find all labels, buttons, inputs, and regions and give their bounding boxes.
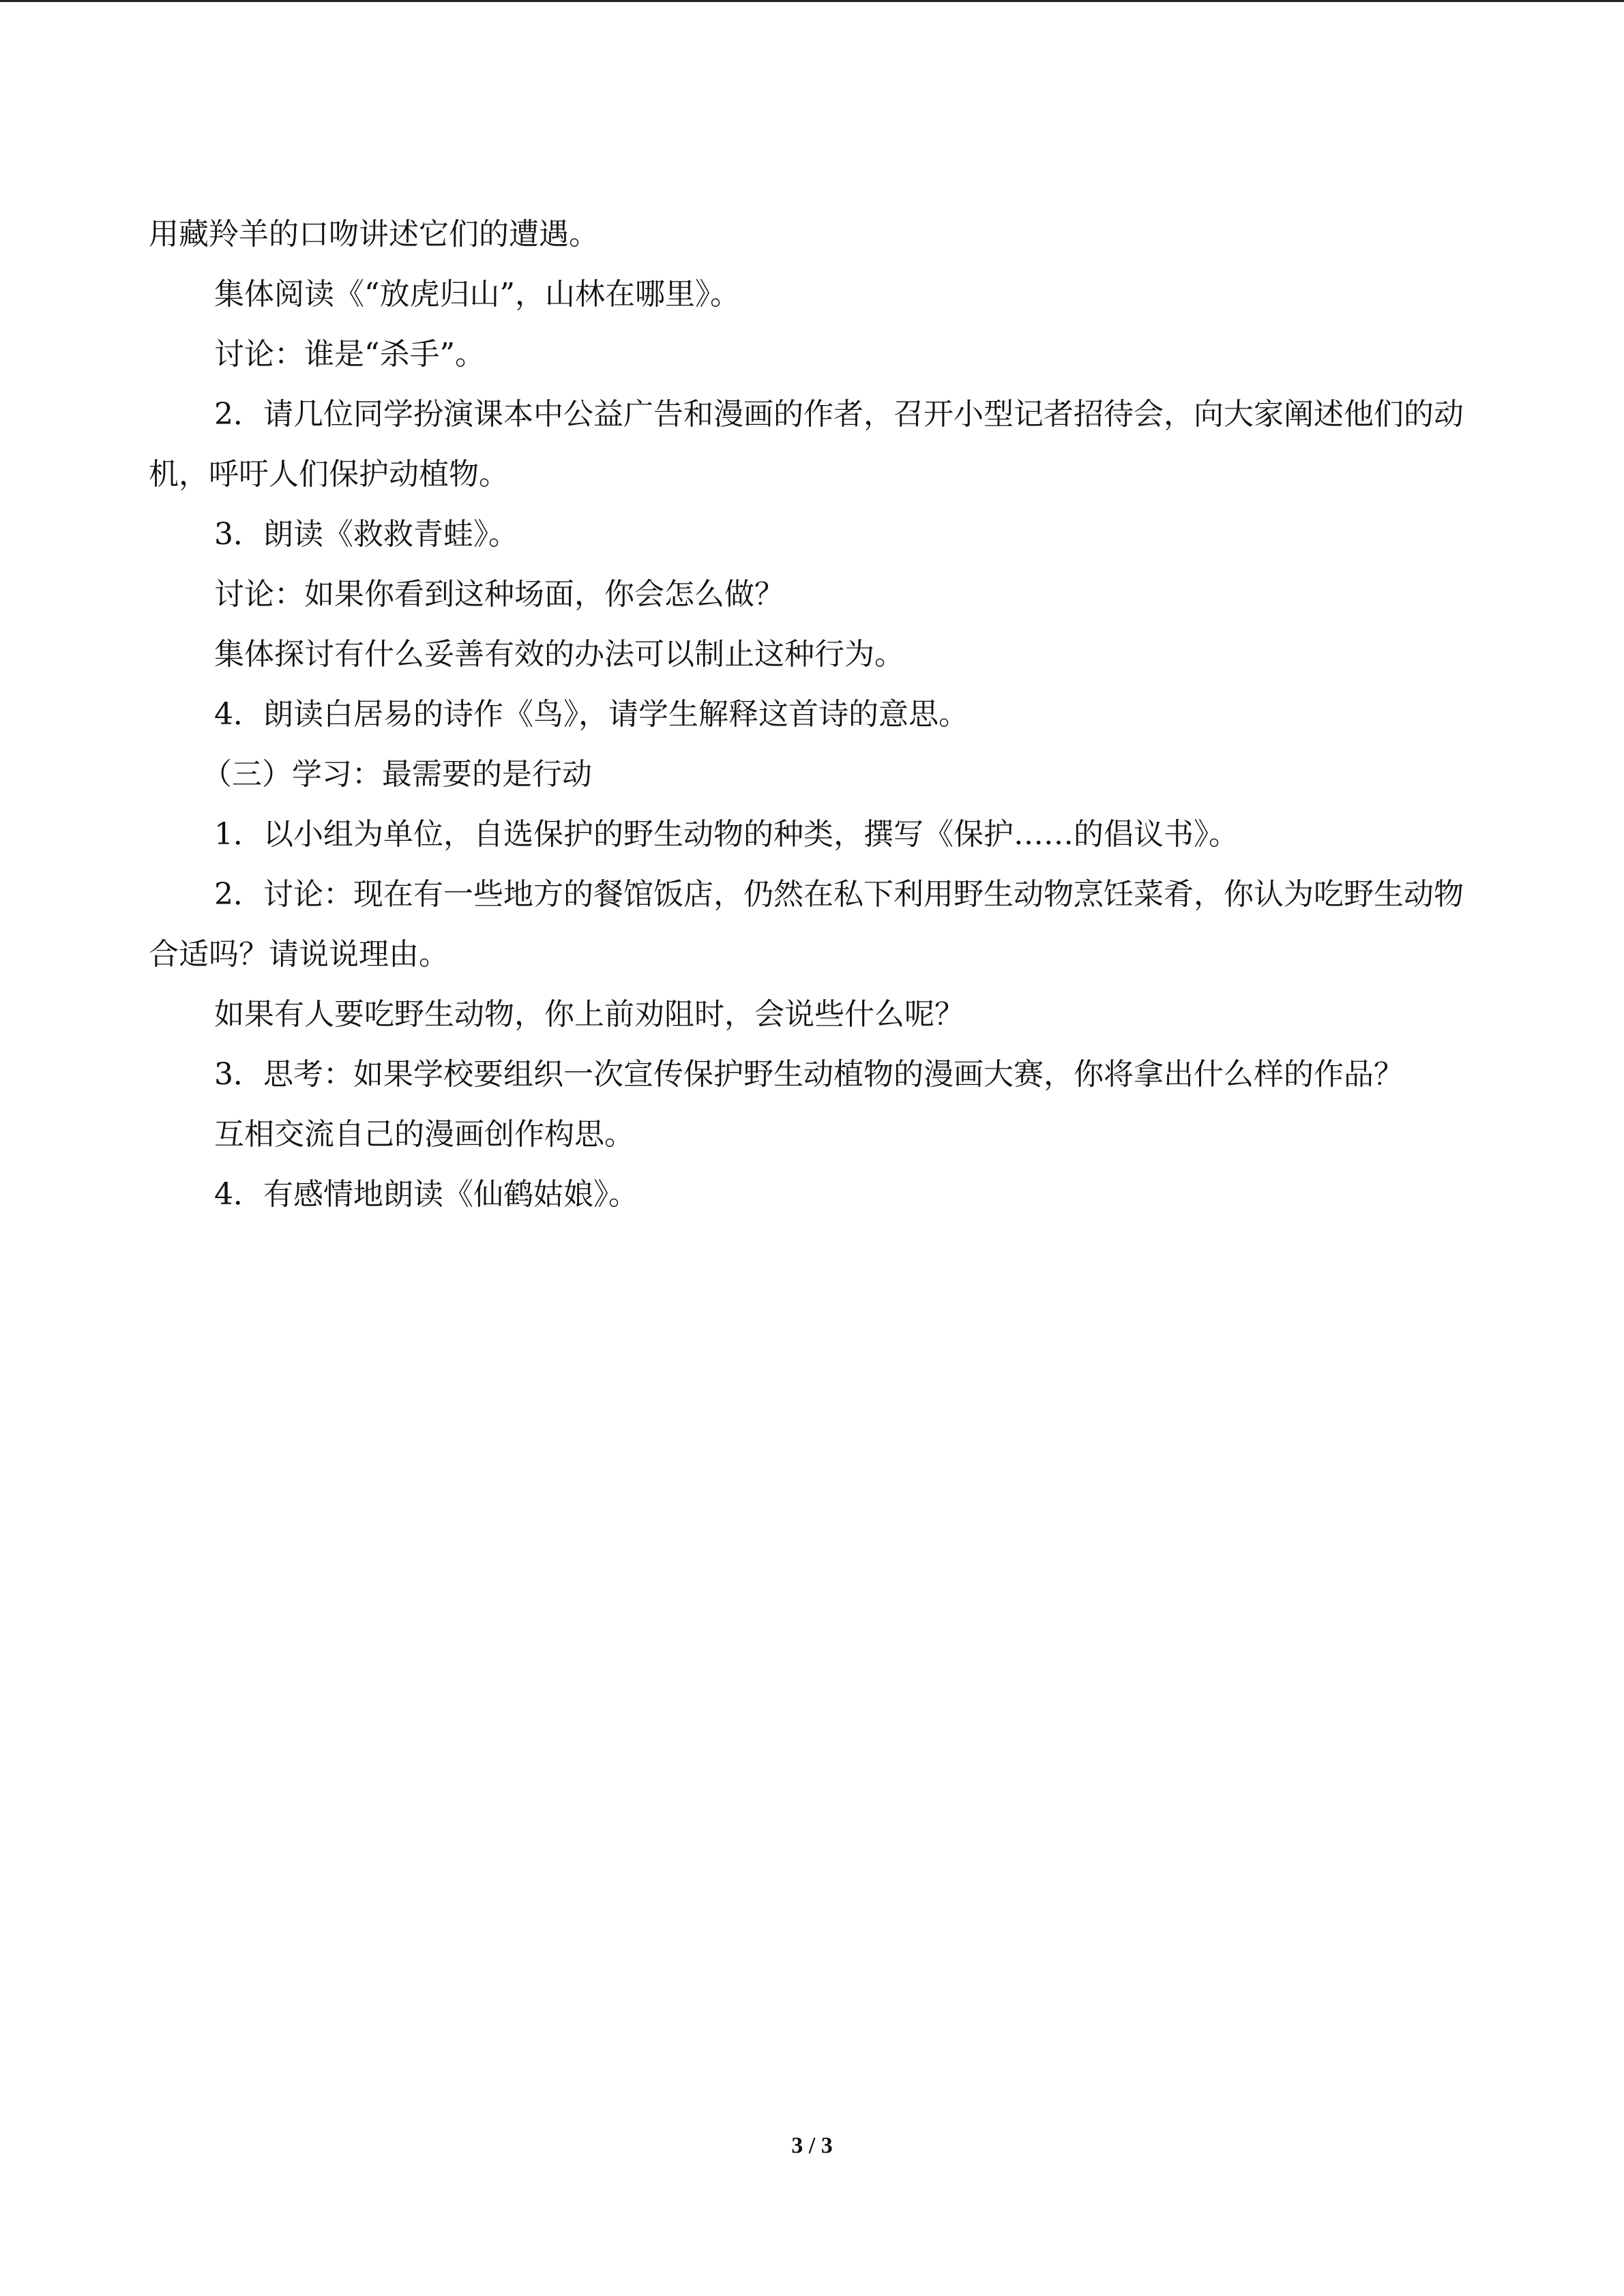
paragraph-5: 3．朗读《救救青蛙》。 — [214, 517, 518, 552]
paragraph-11: 2．讨论：现在有一些地方的餐馆饭店，仍然在私下利用野生动物烹饪菜肴，你认为吃野生动物合适吗？请说说理由。 — [149, 877, 1464, 972]
paragraph-2: 集体阅读《“放虎归山”，山林在哪里》。 — [214, 277, 740, 312]
paragraph-4: 2．请几位同学扮演课本中公益广告和漫画的作者，召开小型记者招待会，向大家阐述他们的动机，呼吁人们保护动植物。 — [149, 397, 1464, 492]
paragraph-3: 讨论：谁是“杀手”。 — [214, 337, 485, 372]
paragraph-12: 如果有人要吃野生动物，你上前劝阻时，会说些什么呢？ — [214, 997, 964, 1032]
paragraph-1: 用藏羚羊的口吻讲述它们的遭遇。 — [149, 217, 599, 252]
paragraph-7: 集体探讨有什么妥善有效的办法可以制止这种行为。 — [214, 637, 904, 672]
paragraph-15: 4．有感情地朗读《仙鹤姑娘》。 — [214, 1177, 638, 1212]
page-number: 3 / 3 — [791, 2133, 833, 2158]
section-heading: （三）学习：最需要的是行动 — [202, 757, 592, 792]
document-body — [149, 205, 1479, 1225]
paragraph-10: 1．以小组为单位，自选保护的野生动物的种类，撰写《保护……的倡议书》。 — [214, 817, 1239, 852]
paragraph-8: 4．朗读白居易的诗作《鸟》，请学生解释这首诗的意思。 — [214, 697, 969, 732]
paragraph-14: 互相交流自己的漫画创作构思。 — [214, 1117, 634, 1152]
paragraph-6: 讨论：如果你看到这种场面，你会怎么做？ — [214, 577, 784, 612]
top-border-line — [0, 0, 1624, 2]
paragraph-13: 3．思考：如果学校要组织一次宣传保护野生动植物的漫画大赛，你将拿出什么样的作品？ — [214, 1057, 1404, 1092]
